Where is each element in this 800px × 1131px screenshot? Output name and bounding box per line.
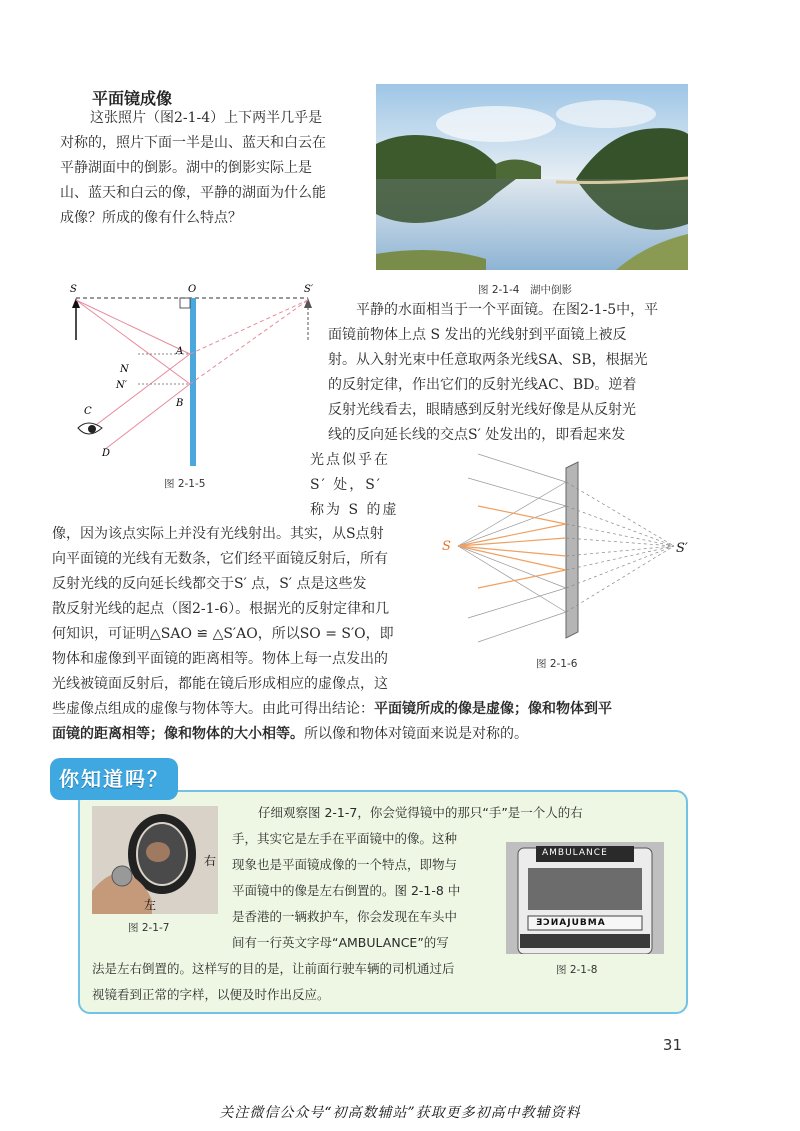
label-S-prime: S′ (304, 284, 314, 295)
text-line: S′ 处，S′ (310, 477, 382, 493)
text-line: 光线被镜面反射后，都能在镜后形成相应的虚像点，这 (52, 676, 388, 692)
label-A: A (176, 346, 184, 357)
text-line: 反射光线的反向延长线都交于S′ 点，S′ 点是这些发 (52, 576, 367, 592)
page-number: 31 (662, 1036, 682, 1054)
fig-2-1-5-diagram (58, 278, 328, 468)
intro-paragraph (60, 106, 360, 231)
text-line: 手，其实它是左手在平面镜中的像。这种 (232, 831, 458, 846)
text-line: 现象也是平面镜成像的一个特点，即物与 (232, 857, 458, 872)
text-line: 何知识，可证明△SAO ≌ △S′AO，所以SO = S′O，即 (52, 626, 394, 642)
conclusion-bold: 平面镜所成的像是虚像；像和物体到平 (374, 701, 612, 717)
text-line: 面镜前物体上点 S 发出的光线射到平面镜上被反 (328, 327, 627, 343)
label-N: N (120, 364, 129, 375)
intro-line: 这张照片（图2-1-4）上下两半几乎是 (90, 110, 323, 126)
text-line: 散反射光线的起点（图2-1-6）。根据光的反射定律和几 (52, 601, 390, 617)
intro-line: 平静湖面中的倒影。湖中的倒影实际上是 (60, 160, 312, 176)
fig-2-1-4-caption: 图 2-1-4 湖中倒影 (478, 284, 572, 296)
text-segment: 些虚像点组成的虚像与物体等大。由此可得出结论： (52, 701, 374, 717)
text-segment: 所以像和物体对镜面来说是对称的。 (304, 726, 528, 742)
text-line: 向平面镜的光线有无数条，它们经平面镜反射后，所有 (52, 551, 388, 567)
label-S: S (442, 539, 451, 554)
text-line: 物体和虚像到平面镜的距离相等。物体上每一点发出的 (52, 651, 388, 667)
text-line: 平面镜中的像是左右倒置的。图 2-1-8 中 (232, 883, 461, 898)
main-paragraph-left (52, 522, 442, 697)
text-line: 反射光线看去，眼睛感到反射光线好像是从反射光 (328, 402, 636, 418)
did-you-know-text-lower (92, 956, 532, 1008)
text-line: 称为 S 的虚 (310, 502, 399, 518)
ambulance-top-text: AMBULANCE (542, 848, 608, 858)
main-paragraph-right (328, 298, 698, 448)
fig-2-1-5-caption: 图 2-1-5 (164, 478, 206, 490)
fig-2-1-6-diagram (438, 448, 698, 648)
intro-line: 成像？所成的像有什么特点？ (60, 210, 242, 226)
intro-line: 对称的，照片下面一半是山、蓝天和白云在 (60, 135, 326, 151)
intro-line: 山、蓝天和白云的像，平静的湖面为什么能 (60, 185, 326, 201)
footer-watermark: 关注微信公众号“初高数辅站”获取更多初高中教辅资料 (219, 1105, 581, 1121)
text-line: 间有一行英文字母“AMBULANCE”的写 (232, 935, 449, 950)
text-line: 的反射定律，作出它们的反射光线AC、BD。逆着 (328, 377, 637, 393)
conclusion-bold: 面镜的距离相等；像和物体的大小相等。 (52, 726, 304, 742)
narrow-column-text (310, 448, 420, 523)
text-line: 视镜看到正常的字样，以便及时作出反应。 (92, 987, 330, 1002)
ambulance-mirrored-text: ƎƆИAJUBMA (536, 918, 606, 928)
label-S-prime: S′ (676, 541, 688, 556)
lake-reflection-photo (376, 84, 688, 270)
text-line: 像，因为该点实际上并没有光线射出。其实，从S点射 (52, 526, 384, 542)
did-you-know-text-upper (232, 800, 672, 956)
text-line: 法是左右倒置的。这样写的目的是，让前面行驶车辆的司机通过后 (92, 961, 455, 976)
text-line: 平静的水面相当于一个平面镜。在图2-1-5中，平 (356, 302, 659, 318)
text-line: 是香港的一辆救护车，你会发现在车头中 (232, 909, 458, 924)
section-title: 平面镜成像 (92, 89, 173, 108)
conclusion-paragraph (52, 697, 712, 747)
did-you-know-tag: 你知道吗？ (50, 758, 178, 800)
conclusion-line-2 (52, 722, 712, 747)
label-S: S (70, 284, 77, 295)
label-B: B (176, 398, 184, 409)
hand-right-label: 右 (204, 854, 217, 868)
text-line: 仔细观察图 2-1-7，你会觉得镜中的那只“手”是一个人的右 (258, 805, 583, 820)
mirror-hand-photo (92, 806, 218, 914)
text-line: 射。从入射光束中任意取两条光线SA、SB，根据光 (328, 352, 648, 368)
conclusion-line-1 (52, 697, 712, 722)
label-O: O (188, 284, 197, 295)
fig-2-1-6-caption: 图 2-1-6 (536, 658, 578, 670)
label-N-prime: N′ (116, 380, 128, 391)
text-line: 光点似乎在 (310, 452, 390, 468)
text-line: 线的反向延长线的交点S′ 处发出的，即看起来发 (328, 427, 626, 443)
label-C: C (84, 406, 92, 417)
fig-2-1-7-caption: 图 2-1-7 (128, 922, 170, 934)
hand-left-label: 左 (144, 898, 157, 912)
label-D: D (102, 448, 111, 459)
fig-2-1-8-caption: 图 2-1-8 (556, 964, 598, 976)
